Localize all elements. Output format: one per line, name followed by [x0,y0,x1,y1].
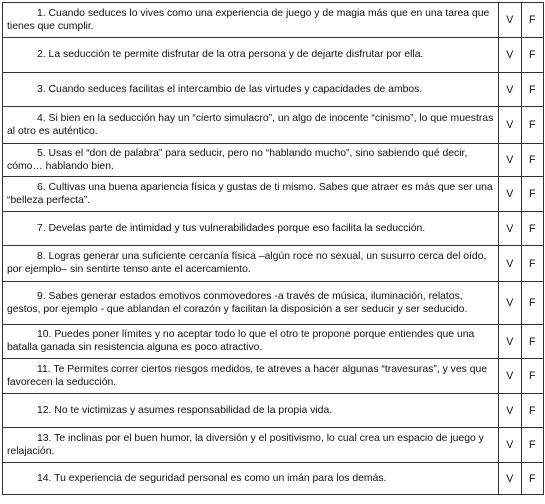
table-row [3,144,544,177]
statement-text: 13. Te inclinas por el buen humor, la diversión y el positivismo, lo cual crea un espacio de juego y relajación. [3,428,499,463]
statement-text: 14. Tu experiencia de seguridad personal es como un imán para los demás. [3,463,499,495]
statement-text: 3. Cuando seduces facilitas el intercambio de las virtudes y capacidades de ambos. [3,73,499,107]
false-option[interactable]: F [521,325,544,359]
statement-text: 4. Si bien en la seducción hay un “cierto simulacro”, un algo de inocente “cinismo”, lo que muestras al otro es auténtico. [3,107,499,144]
table-row [3,3,544,38]
table-row [3,325,544,359]
false-option[interactable]: F [521,463,544,495]
true-option[interactable]: V [499,325,522,359]
false-option[interactable]: F [521,394,544,428]
true-option[interactable]: V [499,3,522,38]
table-row [3,107,544,144]
true-option[interactable]: V [499,107,522,144]
table-row [3,394,544,428]
false-option[interactable]: F [521,177,544,212]
true-option[interactable]: V [499,38,522,73]
false-option[interactable]: F [521,144,544,177]
true-option[interactable]: V [499,73,522,107]
questionnaire-table [2,2,544,495]
table-row [3,428,544,463]
statement-text: 11. Te Permites correr ciertos riesgos medidos, te atreves a hacer algunas “travesuras”, y ves que favorecen la seducción. [3,359,499,394]
table-row [3,246,544,282]
true-option[interactable]: V [499,282,522,325]
table-row [3,463,544,495]
true-option[interactable]: V [499,246,522,282]
table-row [3,177,544,212]
false-option[interactable]: F [521,428,544,463]
statement-text: 2. La seducción te permite disfrutar de la otra persona y de dejarte disfrutar por ella. [3,38,499,73]
statement-text: 7. Develas parte de intimidad y tus vulnerabilidades porque eso facilita la seducción. [3,212,499,246]
true-option[interactable]: V [499,212,522,246]
false-option[interactable]: F [521,38,544,73]
statement-text: 9. Sabes generar estados emotivos conmovedores -a través de música, iluminación, relatos, gestos, por ejemplo - que ablandan el corazón y facilitan la disposición a ser seducir y ser seducido. [3,282,499,325]
true-option[interactable]: V [499,359,522,394]
false-option[interactable]: F [521,107,544,144]
statement-text: 12. No te victimizas y asumes responsabilidad de la propia vida. [3,394,499,428]
false-option[interactable]: F [521,3,544,38]
table-row [3,282,544,325]
table-row [3,38,544,73]
true-option[interactable]: V [499,177,522,212]
false-option[interactable]: F [521,246,544,282]
statement-text: 6. Cultivas una buena apariencia física y gustas de ti mismo. Sabes que atraer es más que ser una “belleza perfecta”. [3,177,499,212]
statement-text: 10. Puedes poner límites y no aceptar todo lo que el otro te propone porque entiendes que una batalla ganada sin resistencia alguna es poco atractivo. [3,325,499,359]
table-row [3,73,544,107]
false-option[interactable]: F [521,212,544,246]
statement-text: 8. Logras generar una suficiente cercanía física –algún roce no sexual, un susurro cerca del oído, por ejemplo– sin sentirte tenso ante el acercamiento. [3,246,499,282]
true-option[interactable]: V [499,144,522,177]
false-option[interactable]: F [521,359,544,394]
statement-text: 5. Usas el “don de palabra” para seducir, pero no “hablando mucho”, sino sabiendo qué decir, cómo… hablando bien. [3,144,499,177]
true-option[interactable]: V [499,463,522,495]
true-option[interactable]: V [499,394,522,428]
true-option[interactable]: V [499,428,522,463]
statement-text: 1. Cuando seduces lo vives como una experiencia de juego y de magia más que en una tarea que tienes que cumplir. [3,3,499,38]
table-row [3,359,544,394]
false-option[interactable]: F [521,282,544,325]
table-row [3,212,544,246]
false-option[interactable]: F [521,73,544,107]
